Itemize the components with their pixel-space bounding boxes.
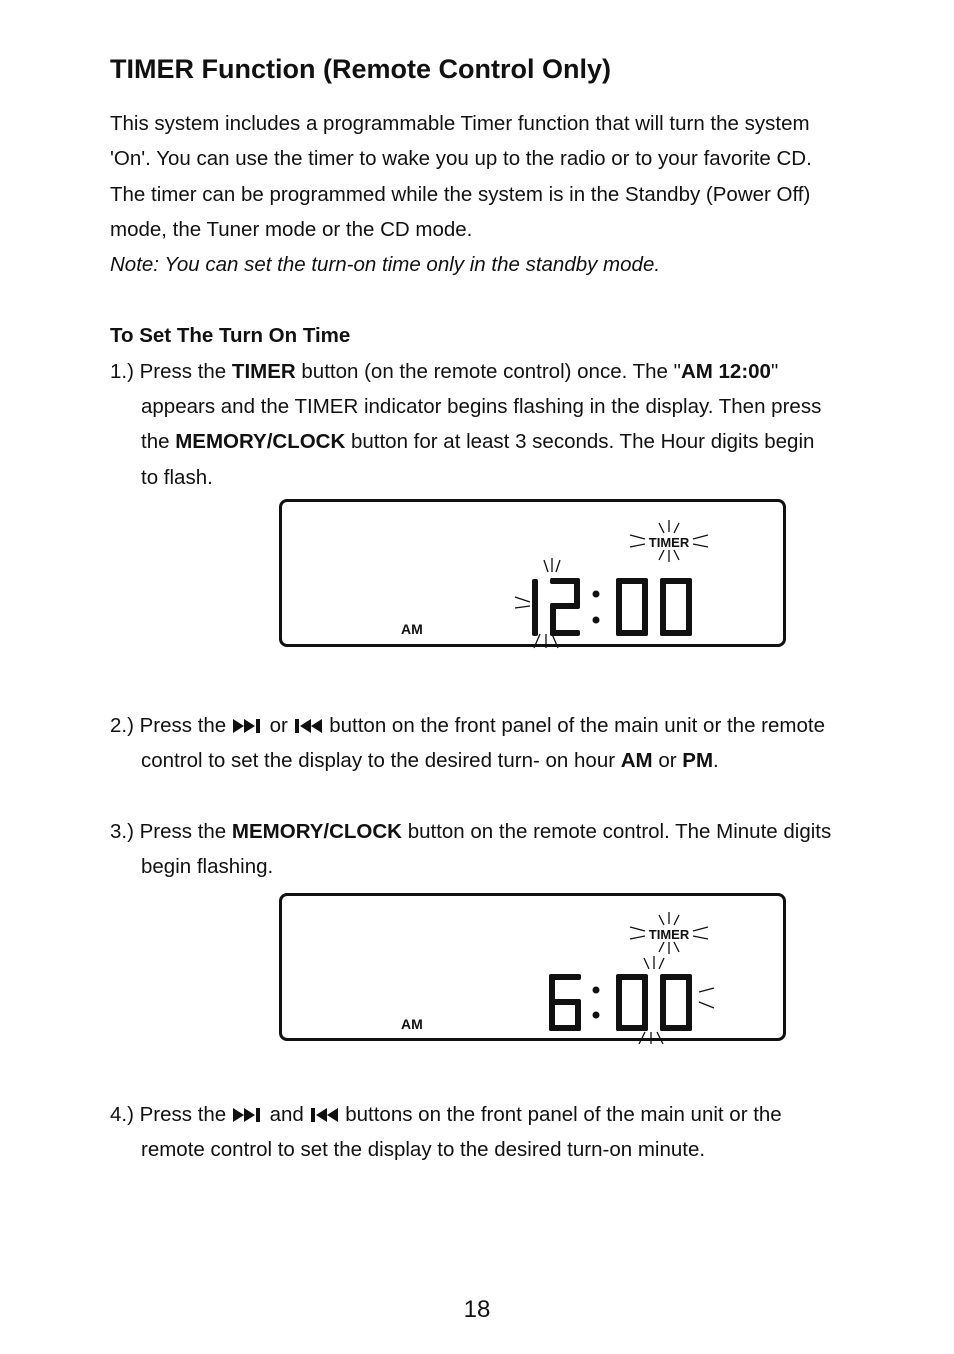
step-text: button (on the remote control) once. The " (295, 360, 681, 383)
step-1-cont (141, 389, 821, 495)
page-number: 18 (463, 1296, 491, 1323)
step-text: 2.) Press the (110, 714, 232, 737)
step-text: . (713, 749, 719, 772)
step-text: 4.) Press the (110, 1103, 232, 1126)
intro-line: 'On'. You can use the timer to wake you up to the radio or to your favorite CD. (110, 147, 812, 171)
memory-clock-button-name: MEMORY/CLOCK (231, 820, 402, 843)
intro-paragraph (110, 106, 812, 282)
step-text: and (263, 1103, 310, 1126)
step-text: to flash. (141, 465, 213, 489)
step-text: 3.) Press the (110, 820, 232, 843)
am-indicator: AM (401, 621, 423, 637)
intro-line: This system includes a programmable Timer function that will turn the system (110, 112, 810, 135)
step-4-cont: remote control to set the display to the desired turn-on minute. (141, 1138, 706, 1161)
step-text: 1.) Press the (110, 360, 232, 383)
step-text: appears and the TIMER indicator begins flashing in the display. Then press (141, 395, 822, 418)
step-3 (110, 814, 831, 849)
display-value: AM 12:00 (680, 360, 771, 383)
skip-forward-icon (232, 1099, 264, 1134)
step-text: buttons on the front panel of the main unit or the (339, 1103, 782, 1126)
step-1 (110, 354, 778, 389)
am-indicator: AM (401, 1016, 423, 1032)
step-text: button on the front panel of the main unit or the remote (323, 714, 825, 737)
memory-clock-button-name: MEMORY/CLOCK (175, 430, 346, 454)
step-2 (110, 708, 825, 745)
intro-line: The timer can be programmed while the system is in the Standby (Power Off) (110, 182, 811, 206)
step-3-cont: begin flashing. (141, 855, 274, 878)
page-title: TIMER Function (Remote Control Only) (110, 54, 611, 84)
skip-back-icon (310, 1099, 340, 1134)
step-4 (110, 1097, 782, 1134)
lcd-digits-6-00 (549, 974, 692, 1031)
skip-back-icon (294, 710, 324, 745)
skip-forward-icon (232, 710, 264, 745)
step-text: button for at least 3 seconds. The Hour digits begin (345, 430, 815, 454)
lcd-display-1 (279, 499, 786, 647)
am-label: AM (620, 749, 653, 772)
step-text: the (141, 430, 176, 454)
lcd-graphics-2 (282, 896, 789, 1044)
step-text: " (770, 360, 779, 383)
lcd-digits-12-00 (532, 578, 692, 636)
intro-line: mode, the Tuner mode or the CD mode. (110, 217, 473, 241)
pm-label: PM (682, 749, 714, 772)
lcd-display-2 (279, 893, 786, 1041)
lcd-graphics-1 (282, 502, 789, 650)
step-2-cont (141, 743, 719, 778)
step-text: or (263, 714, 294, 737)
step-text: or (652, 749, 683, 772)
timer-indicator: TIMER (648, 927, 690, 942)
section-heading: To Set The Turn On Time (110, 324, 351, 347)
timer-button-name: TIMER (231, 360, 296, 383)
step-text: button on the remote control. The Minute digits (402, 820, 832, 843)
step-text: control to set the display to the desired turn- on hour (141, 749, 621, 772)
note-text: Note: You can set the turn-on time only in the standby mode. (110, 253, 661, 277)
timer-indicator: TIMER (648, 535, 690, 550)
